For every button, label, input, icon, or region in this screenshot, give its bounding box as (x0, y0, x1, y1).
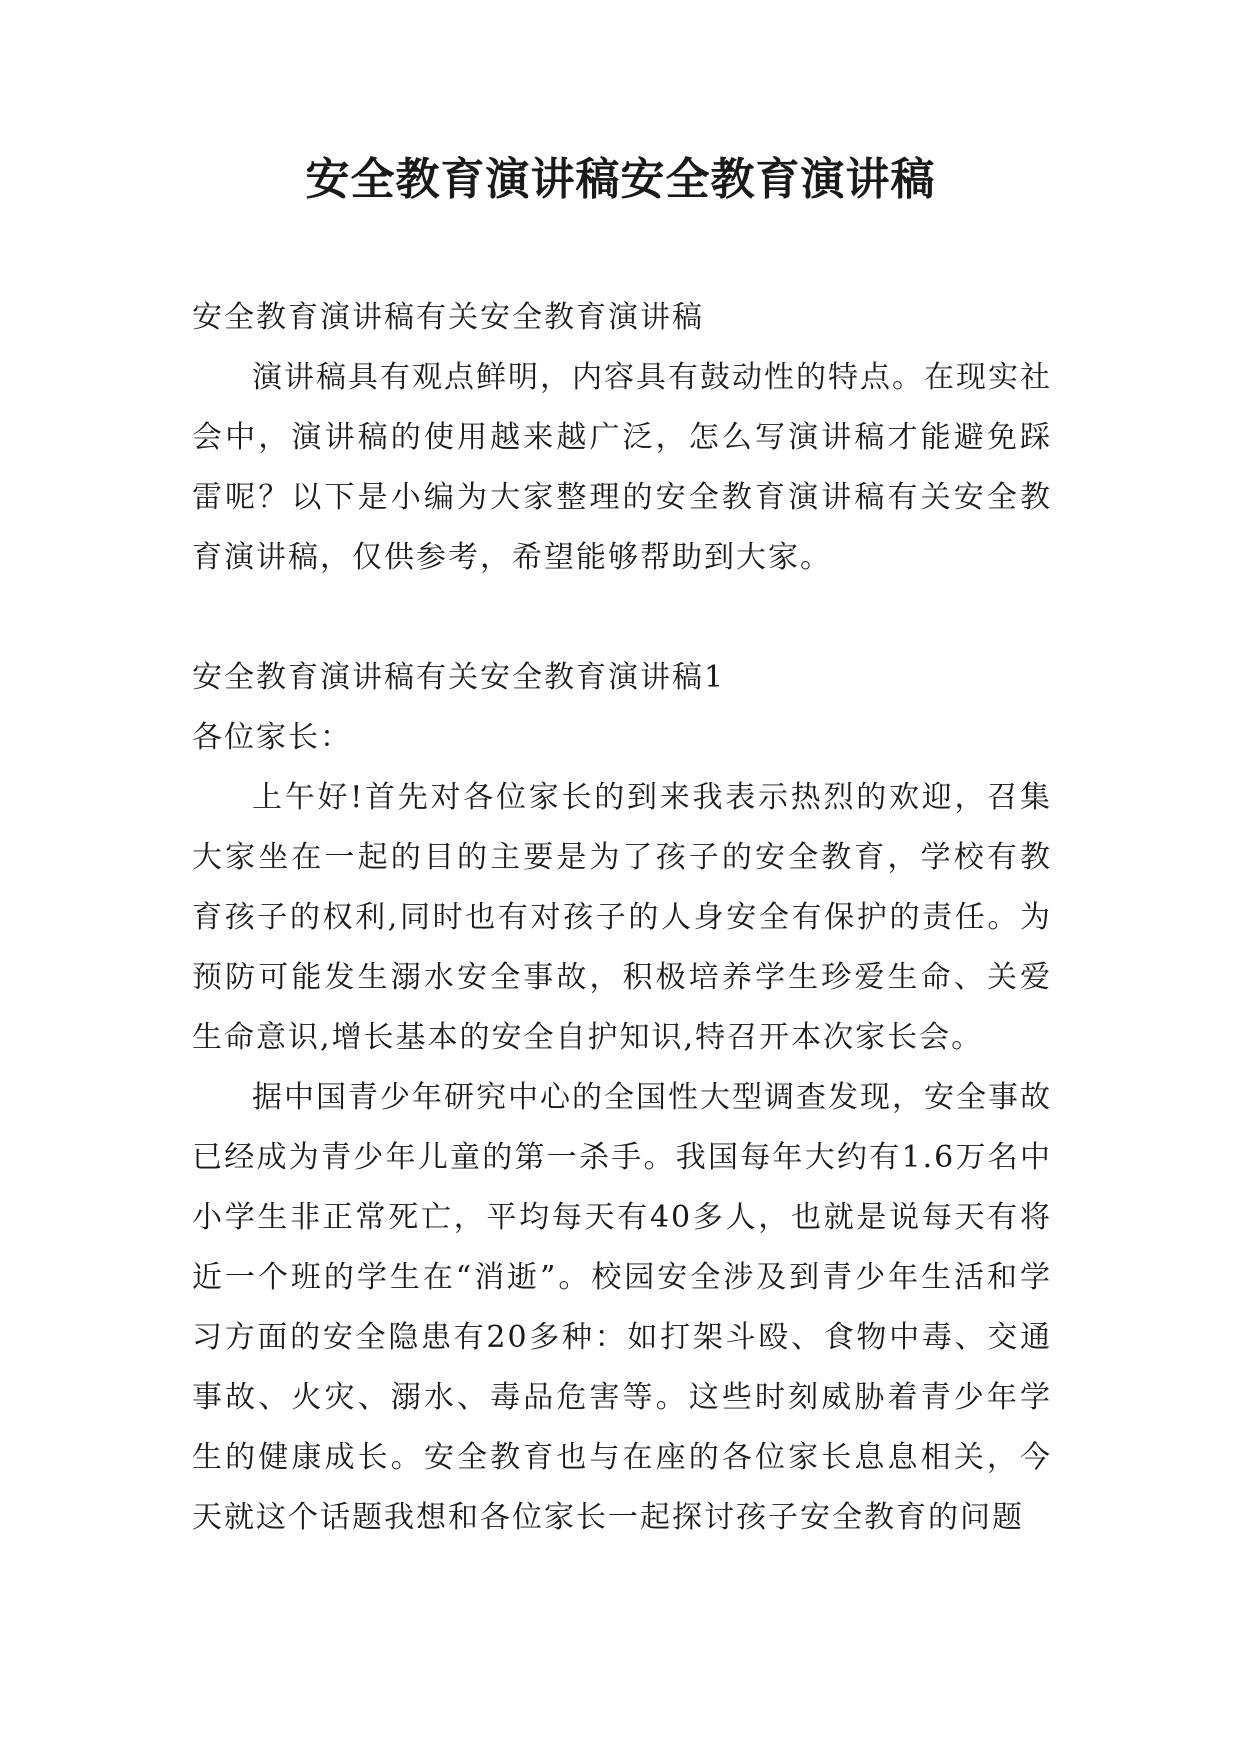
subtitle: 安全教育演讲稿有关安全教育演讲稿 (192, 300, 704, 335)
salutation: 各位家长： (192, 720, 352, 755)
section-heading: 安全教育演讲稿有关安全教育演讲稿1 (192, 660, 726, 695)
intro-paragraph: 演讲稿具有观点鲜明，内容具有鼓动性的特点。在现实社会中，演讲稿的使用越来越广泛，怎么写演讲稿才能避免踩雷呢？以下是小编为大家整理的安全教育演讲稿有关安全教育演讲稿，仅供参考，希望能够帮助到大家。 (192, 360, 1052, 575)
body-paragraph-2: 据中国青少年研究中心的全国性大型调查发现，安全事故已经成为青少年儿童的第一杀手。我国每年大约有1.6万名中小学生非正常死亡，平均每天有40多人，也就是说每天有将近一个班的学生在“消逝”。校园安全涉及到青少年生活和学习方面的安全隐患有20多种：如打架斗殴、食物中毒、交通事故、火灾、溺水、毒品危害等。这些时刻威胁着青少年学生的健康成长。安全教育也与在座的各位家长息息相关，今天就这个话题我想和各位家长一起探讨孩子安全教育的问题 (192, 1080, 1052, 1535)
body-paragraph-1: 上午好!首先对各位家长的到来我表示热烈的欢迎，召集大家坐在一起的目的主要是为了孩子的安全教育，学校有教育孩子的权利,同时也有对孩子的人身安全有保护的责任。为预防可能发生溺水安全事故，积极培养学生珍爱生命、关爱生命意识,增长基本的安全自护知识,特召开本次家长会。 (192, 780, 1052, 1055)
paragraph-spacer (192, 588, 1052, 648)
document-body (192, 288, 1052, 1548)
document-title: 安全教育演讲稿安全教育演讲稿 (305, 154, 936, 205)
